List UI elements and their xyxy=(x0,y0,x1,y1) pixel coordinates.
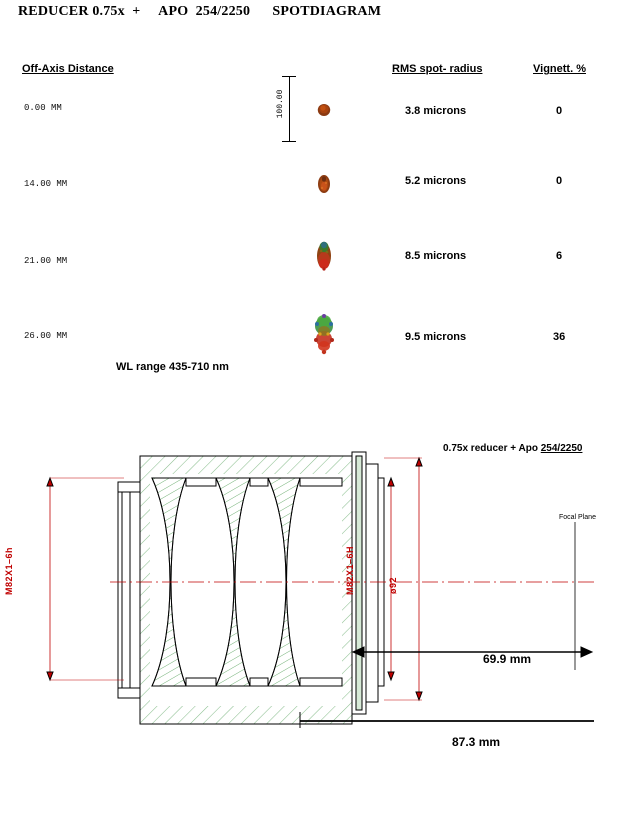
spot-diagram-1 xyxy=(306,164,342,204)
focal-plane-label: Focal Plane xyxy=(559,514,596,521)
dimension-back-focus: 69.9 mm xyxy=(483,652,532,666)
column-header-vignett: Vignett. % xyxy=(533,63,586,75)
spot-scale-bar-label: 100.00 xyxy=(276,89,285,119)
lens-caption-model: 254/2250 xyxy=(540,443,583,454)
table-row-vignett-1: 0 xyxy=(556,175,563,187)
dimension-thread-right xyxy=(345,579,355,595)
wavelength-range-label: WL range 435-710 nm xyxy=(116,361,229,373)
dimension-overall-length: 87.3 mm xyxy=(452,735,501,749)
column-header-off-axis: Off-Axis Distance xyxy=(22,63,114,75)
spot-diagram-3 xyxy=(302,306,346,362)
lens-cross-section-drawing xyxy=(0,430,617,770)
table-row-vignett-3: 36 xyxy=(553,331,566,343)
table-row-off-axis-1: 14.00 MM xyxy=(24,179,68,189)
lens-caption-prefix: 0.75x reducer + Apo xyxy=(443,443,541,454)
table-row-off-axis-2: 21.00 MM xyxy=(24,256,68,266)
column-header-rms: RMS spot- radius xyxy=(392,63,483,75)
page-title: REDUCER 0.75x + APO 254/2250 SPOTDIAGRAM xyxy=(18,4,382,19)
table-row-off-axis-3: 26.00 MM xyxy=(24,331,68,341)
spot-diagram-0 xyxy=(306,92,342,128)
table-row-off-axis-0: 0.00 MM xyxy=(24,103,62,113)
dimension-thread-left: M82X1–6h xyxy=(4,546,14,595)
table-row-rms-1: 5.2 microns xyxy=(405,175,467,187)
table-row-rms-3: 9.5 microns xyxy=(405,331,467,343)
spot-diagram-2 xyxy=(304,232,344,280)
spot-scale-bar xyxy=(276,76,296,142)
table-row-vignett-2: 6 xyxy=(556,250,563,262)
table-row-rms-2: 8.5 microns xyxy=(405,250,467,262)
table-row-vignett-0: 0 xyxy=(556,105,563,117)
table-row-rms-0: 3.8 microns xyxy=(405,105,467,117)
dimension-diameter-right: ø92 xyxy=(388,576,398,594)
